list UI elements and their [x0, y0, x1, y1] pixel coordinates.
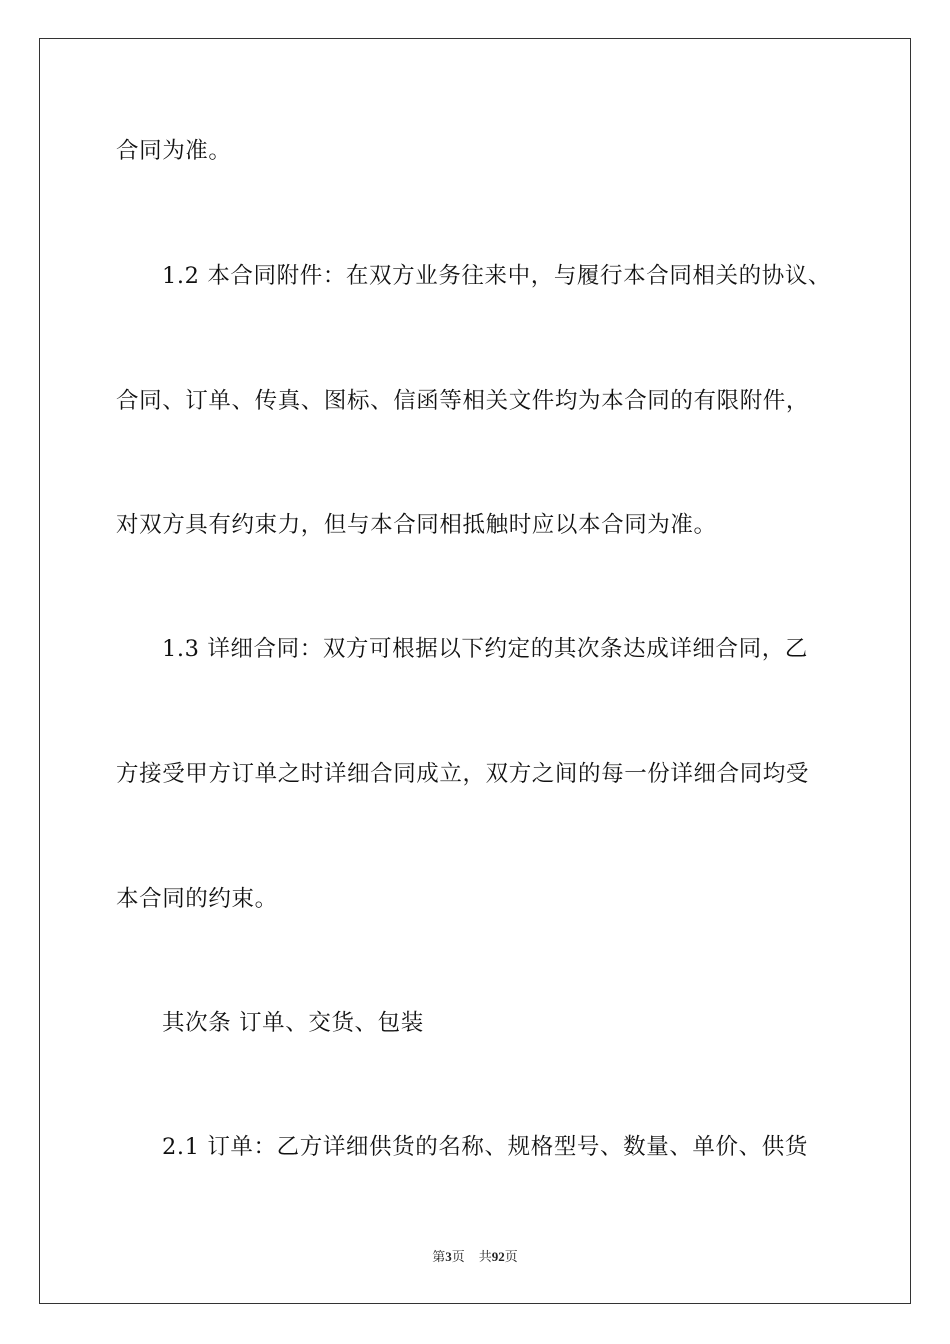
footer-total-pages: 92	[491, 1249, 505, 1264]
body-line-1: 合同为准。	[116, 138, 232, 164]
section-heading: 其次条 订单、交货、包装	[162, 1010, 424, 1036]
footer-total-suffix: 页	[504, 1249, 518, 1264]
body-line-7: 本合同的约束。	[116, 886, 278, 912]
body-line-6: 方接受甲方订单之时详细合同成立，双方之间的每一份详细合同均受	[116, 761, 810, 787]
footer-page-suffix: 页	[451, 1249, 465, 1264]
footer-page-prefix: 第	[432, 1249, 446, 1264]
footer-page-number: 3	[445, 1249, 452, 1264]
body-line-3: 合同、订单、传真、图标、信函等相关文件均为本合同的有限附件，	[116, 388, 810, 414]
page-footer	[0, 1246, 950, 1265]
body-line-8: 2.1 订单：乙方详细供货的名称、规格型号、数量、单价、供货	[162, 1134, 808, 1160]
body-line-5: 1.3 详细合同：双方可根据以下约定的其次条达成详细合同，乙	[162, 636, 808, 662]
footer-total-prefix: 共	[478, 1249, 492, 1264]
body-line-2: 1.2 本合同附件：在双方业务往来中，与履行本合同相关的协议、	[162, 263, 832, 289]
page-frame	[39, 38, 911, 1304]
body-line-4: 对双方具有约束力，但与本合同相抵触时应以本合同为准。	[116, 512, 717, 538]
